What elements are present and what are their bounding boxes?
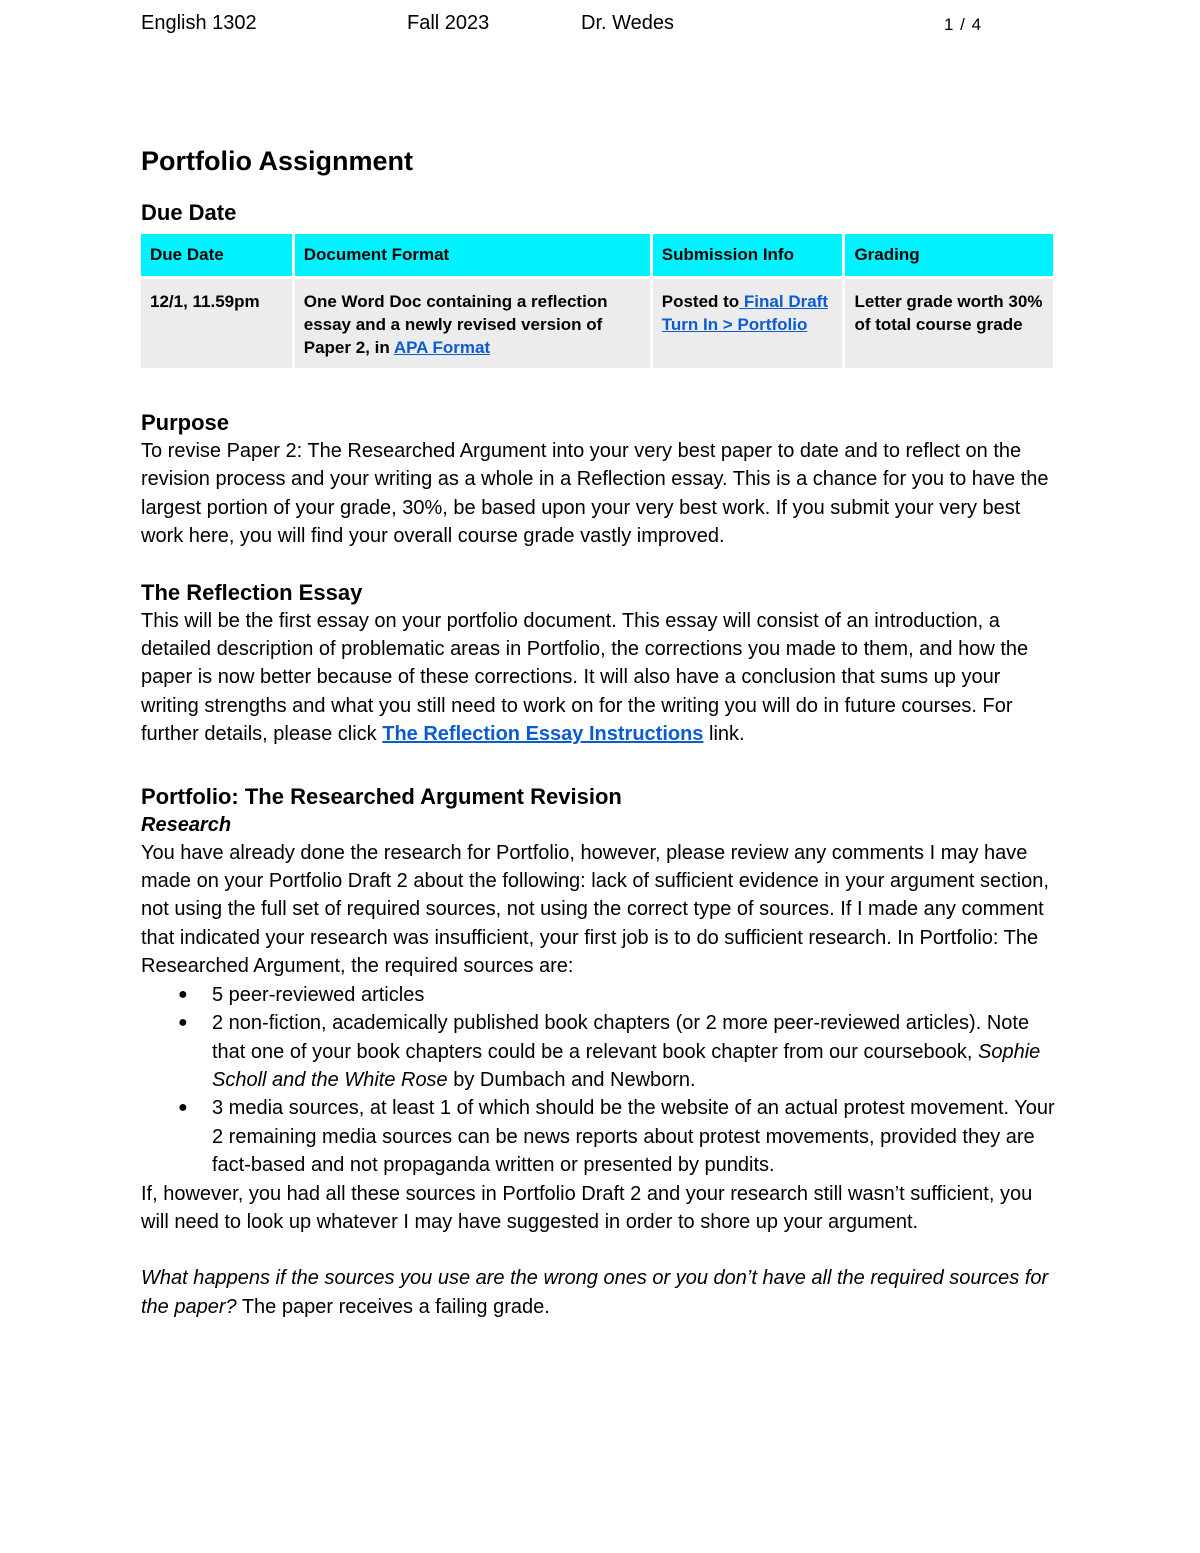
reflection-heading: The Reflection Essay — [141, 579, 363, 605]
column-header-document-format: Document Format — [295, 234, 650, 276]
failing-question: What happens if the sources you use are the wrong ones or you don’t have all the required sources for the paper? — [141, 1267, 1049, 1318]
purpose-text: To revise Paper 2: The Researched Argument into your very best paper to date and to reflect on the revision process and your writing as a whole in a Reflection essay. This is a chance for you to have the largest portion of your grade, 30%, be based upon your very best work. If you submit your very best work here, you will find your overall course grade vastly improved. — [141, 440, 1049, 548]
book-title: Sophie Scholl and the White Rose — [212, 1040, 1041, 1091]
document-body — [141, 145, 1061, 1321]
reflection-text — [141, 607, 1061, 749]
spacer — [141, 1236, 1061, 1264]
final-draft-turn-in-link[interactable]: Final Draft Turn In > Portfolio — [661, 292, 828, 334]
failing-answer: The paper receives a failing grade. — [236, 1295, 550, 1318]
reflection-section — [141, 579, 1061, 749]
purpose-section — [141, 409, 1061, 551]
cell-submission-info — [653, 279, 843, 368]
reflection-tail: link. — [703, 723, 745, 746]
column-header-due-date: Due Date — [141, 234, 292, 276]
header-term: Fall 2023 — [407, 12, 490, 34]
research-followup: If, however, you had all these sources in Portfolio Draft 2 and your research still wasn’t sufficient, you will need to look up whatever I may have suggested in order to shore up your argument. — [141, 1182, 1033, 1233]
research-subheading: Research — [141, 813, 232, 836]
page-indicator: 1 / 4 — [944, 15, 983, 34]
list-item — [178, 1009, 1061, 1094]
header-course: English 1302 — [141, 12, 257, 34]
source-text: 3 media sources, at least 1 of which should be the website of an actual protest movement. Your 2 remaining media sources can be news reports about protest movements, provided they are fact-based and not propaganda written or presented by pundits. — [212, 1097, 1055, 1177]
bullet-icon: ● — [178, 1014, 188, 1032]
cell-grading: Letter grade worth 30% of total course grade — [845, 279, 1053, 368]
reflection-body: This will be the first essay on your portfolio document. This essay will consist of an introduction, a detailed description of problematic areas in Portfolio, the corrections you made to them, and how the paper is now better because of these corrections. It will also have a conclusion that sums up your writing strengths and what you still need to work on for the writing you will do in future courses. For further details, please click — [141, 609, 1029, 746]
required-sources-list — [141, 981, 1061, 1180]
column-header-submission-info: Submission Info — [653, 234, 843, 276]
research-intro: You have already done the research for Portfolio, however, please review any comments I may have made on your Portfolio Draft 2 about the following: lack of sufficient evidence in your argument section, not using the full set of required sources, not using the correct type of sources. If I made any comment that indicated your research was insufficient, your first job is to do sufficient research. In Portfolio: The Researched Argument, the required sources are: — [141, 841, 1049, 978]
purpose-heading: Purpose — [141, 410, 230, 435]
source-text: 5 peer-reviewed articles — [212, 983, 425, 1006]
portfolio-heading: Portfolio: The Researched Argument Revision — [141, 783, 622, 809]
failing-grade-note — [141, 1264, 1061, 1321]
bullet-icon: ● — [178, 985, 188, 1003]
format-text: One Word Doc containing a reflection essay and a newly revised version of Paper 2, in — [303, 292, 608, 357]
list-item — [178, 1094, 1061, 1179]
column-header-grading: Grading — [845, 234, 1053, 276]
source-text-after: by Dumbach and Newborn. — [447, 1068, 696, 1091]
submission-text: Posted to — [661, 292, 740, 311]
reflection-instructions-link[interactable]: The Reflection Essay Instructions — [382, 723, 704, 746]
page-title: Portfolio Assignment — [141, 146, 414, 176]
list-item — [178, 981, 1061, 1009]
due-date-heading: Due Date — [141, 200, 237, 225]
cell-due-date: 12/1, 11.59pm — [141, 279, 292, 368]
portfolio-section — [141, 783, 1061, 1322]
bullet-icon: ● — [178, 1099, 188, 1117]
source-text: 2 non-fiction, academically published book chapters (or 2 more peer-reviewed articles). Note that one of your book chapters could be a relevant book chapter from our coursebook, — [212, 1012, 1030, 1063]
header-instructor: Dr. Wedes — [581, 12, 674, 34]
table-header-row — [141, 234, 1053, 276]
due-date-table — [138, 231, 1056, 371]
cell-document-format — [295, 279, 650, 368]
apa-format-link[interactable]: APA Format — [393, 338, 491, 357]
table-row — [141, 279, 1053, 368]
